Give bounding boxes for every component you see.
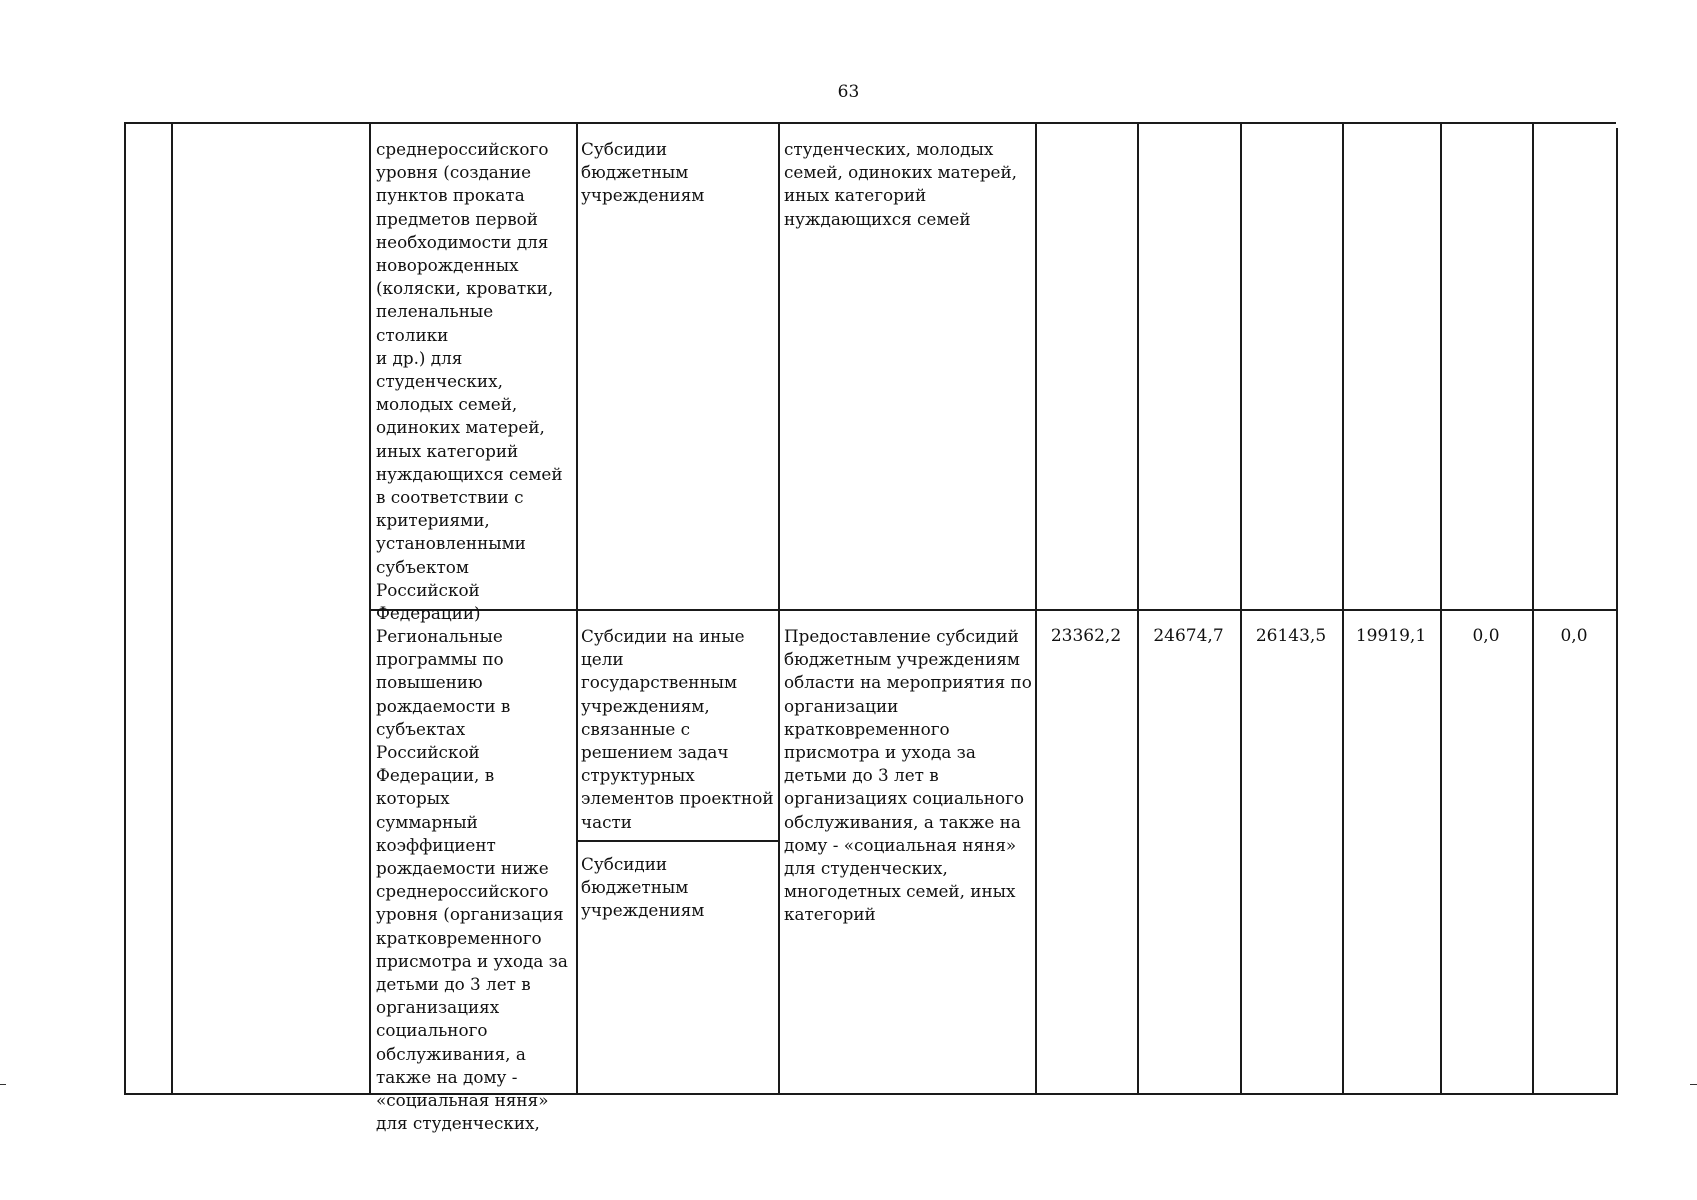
scan-mark-left [0, 1084, 6, 1085]
column-divider [171, 122, 173, 1095]
page-number: 63 [837, 82, 860, 102]
table-border-top [124, 122, 1616, 124]
funding-type-continued: Субсидии бюджетным учреждениям [581, 139, 705, 206]
event-text: Региональные программы по повышению рождаемости в субъектах Российской Федерации, в которых суммарный коэффициент рождаемости ниже среднероссийского уровня (организация кратковременного присмотра и ухода за детьми до 3 лет в организациях социального обслуживания, а также на дому - «социальная няня» для студенческих, [376, 626, 568, 1134]
value-cell: 23362,2 [1050, 626, 1122, 646]
cell-divider [576, 840, 778, 842]
table-border-right [1616, 128, 1618, 1095]
value-cell: 26143,5 [1255, 626, 1327, 646]
event-description: Предоставление субсидий бюджетным учреждениям области на мероприятия по организации кратковременного присмотра и ухода за детьми до 3 лет в организациях социального обслуживания, а также на дому - «социальная няня» для студенческих, многодетных семей, иных категорий [784, 626, 1032, 925]
funding-type-budget: Субсидии бюджетным учреждениям [581, 854, 705, 921]
funding-type-other: Субсидии на иные цели государственным учреждениям, связанные с решением задач структурных элементов проектной части [581, 626, 774, 832]
scan-mark-right [1690, 1084, 1697, 1085]
value-cell: 19919,1 [1355, 626, 1427, 646]
value-cell: 0,0 [1560, 626, 1588, 646]
value-cell: 0,0 [1472, 626, 1500, 646]
budget-table [124, 122, 1616, 1134]
table-border-left [124, 122, 126, 1095]
value-cell: 24674,7 [1153, 626, 1224, 646]
event-text-continued: среднероссийского уровня (создание пунктов проката предметов первой необходимости для новорожденных (коляски, кроватки, пеленальные столики и др.) для студенческих, молодых семей, одиноких матерей, иных категорий нуждающихся семей в соответствии с критериями, установленными субъектом Российской Федерации) [376, 139, 563, 624]
table-border-bottom [124, 1093, 1616, 1095]
description-continued: студенческих, молодых семей, одиноких матерей, иных категорий нуждающихся семей [784, 139, 1018, 229]
